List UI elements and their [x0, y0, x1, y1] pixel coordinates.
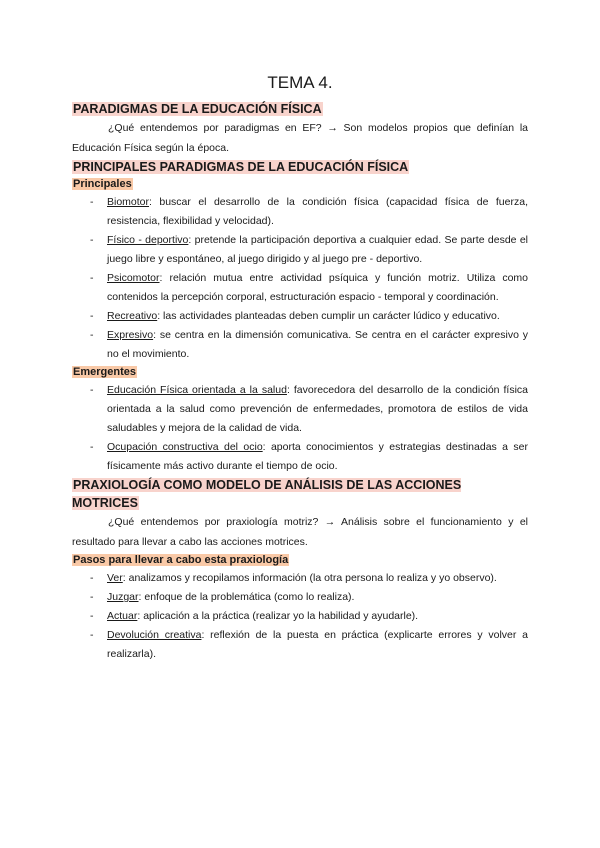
heading-principales-paradigmas	[72, 158, 528, 176]
list-item: - Actuar: aplicación a la práctica (realizar yo la habilidad y ayudarle).	[90, 610, 419, 622]
list-item: - Educación Física orientada a la salud: favorecedora del desarrollo de la condición física orientada a la salud como prevención de enfermedades, promotora de estilos de vida saludables y mejora de la calidad de vida.	[90, 384, 529, 434]
subheading-pasos	[72, 552, 528, 569]
list-item: - Biomotor: buscar el desarrollo de la condición física (capacidad física de fuerza, resistencia, flexibilidad y velocidad).	[90, 196, 528, 227]
subheading-principales	[72, 176, 528, 193]
subheading-pasos-text: Pasos para llevar a cabo esta praxiología	[73, 554, 289, 566]
heading-principales-paradigmas-text: PRINCIPALES PARADIGMAS DE LA EDUCACIÓN FÍSICA	[73, 160, 409, 174]
list-item-text: : aplicación a la práctica (realizar yo la habilidad y ayudarle).	[137, 610, 419, 622]
paragraph-paradigmas-intro: ¿Qué entendemos por paradigmas en EF? → Son modelos propios que definían la Educación Física según la época.	[72, 122, 528, 154]
list-item: - Ocupación constructiva del ocio: aporta conocimientos y estrategias destinadas a ser físicamente más activo durante el tiempo de ocio.	[90, 441, 528, 472]
list-item-text: : favorecedora del desarrollo de la condición física orientada a la salud como prevención de enfermedades, promotora de estilos de vida saludables y mejora de la calidad de vida.	[107, 384, 529, 434]
subheading-emergentes-text: Emergentes	[73, 366, 136, 378]
list-pasos	[72, 569, 528, 664]
list-item-term: Psicomotor	[107, 272, 160, 284]
list-item-term: Juzgar	[107, 591, 139, 603]
list-item: - Devolución creativa: reflexión de la puesta en práctica (explicarte errores y volver a realizarla).	[90, 629, 528, 660]
list-emergentes	[72, 381, 528, 476]
list-item-term: Actuar	[107, 610, 138, 622]
list-item: - Expresivo: se centra en la dimensión comunicativa. Se centra en el carácter expresivo y no el movimiento.	[90, 329, 528, 360]
list-item-text: : relación mutua entre actividad psíquica y función motriz. Utiliza como contenidos la percepción corporal, estructuración espacio - temporal y coordinación.	[107, 272, 528, 303]
list-item-text: : buscar el desarrollo de la condición física (capacidad física de fuerza, resistencia, flexibilidad y velocidad).	[107, 196, 528, 227]
subheading-principales-text: Principales	[73, 178, 132, 190]
list-item: - Juzgar: enfoque de la problemática (como lo realiza).	[90, 591, 355, 603]
subheading-emergentes	[72, 364, 528, 381]
list-item-text: : analizamos y recopilamos información (la otra persona lo realiza y yo observo).	[122, 572, 497, 584]
list-item-text: : se centra en la dimensión comunicativa. Se centra en el carácter expresivo y no el movimiento.	[107, 329, 528, 360]
list-item-text: : enfoque de la problemática (como lo realiza).	[138, 591, 355, 603]
list-item: - Ver: analizamos y recopilamos información (la otra persona lo realiza y yo observo).	[90, 572, 497, 584]
list-item-text: : pretende la participación deportiva a cualquier edad. Se parte desde el juego libre y espontáneo, al juego dirigido y al juego pre - deportivo.	[107, 234, 529, 265]
list-item: - Físico - deportivo: pretende la participación deportiva a cualquier edad. Se parte desde el juego libre y espontáneo, al juego dirigido y al juego pre - deportivo.	[90, 234, 529, 265]
list-item-term: Educación Física orientada a la salud	[107, 384, 287, 396]
list-item-text: : las actividades planteadas deben cumplir un carácter lúdico y educativo.	[157, 310, 500, 322]
heading-paradigmas	[72, 100, 528, 118]
list-item-term: Devolución creativa	[107, 629, 202, 641]
heading-praxiologia-text: PRAXIOLOGÍA COMO MODELO DE ANÁLISIS DE LAS ACCIONES MOTRICES	[72, 478, 462, 510]
paragraph-praxiologia-intro: ¿Qué entendemos por praxiología motriz? → Análisis sobre el funcionamiento y el resultado para llevar a cabo las acciones motrices.	[72, 516, 528, 548]
heading-praxiologia	[72, 476, 528, 512]
list-principales	[72, 193, 528, 364]
list-item-text: : reflexión de la puesta en práctica (explicarte errores y volver a realizarla).	[107, 629, 528, 660]
list-item-term: Ver	[107, 572, 123, 584]
list-item-term: Biomotor	[107, 196, 150, 208]
list-item-term: Ocupación constructiva del ocio	[107, 441, 263, 453]
list-item-term: Físico - deportivo	[107, 234, 189, 246]
page-title: TEMA 4.	[267, 73, 333, 92]
list-item-term: Expresivo	[107, 329, 154, 341]
list-item: - Recreativo: las actividades planteadas deben cumplir un carácter lúdico y educativo.	[90, 310, 500, 322]
list-item: - Psicomotor: relación mutua entre actividad psíquica y función motriz. Utiliza como contenidos la percepción corporal, estructuración espacio - temporal y coordinación.	[90, 272, 528, 303]
document-page	[72, 72, 528, 664]
list-item-text: : aporta conocimientos y estrategias destinadas a ser físicamente más activo durante el tiempo de ocio.	[107, 441, 528, 472]
heading-paradigmas-text: PARADIGMAS DE LA EDUCACIÓN FÍSICA	[73, 102, 322, 116]
list-item-term: Recreativo	[107, 310, 158, 322]
